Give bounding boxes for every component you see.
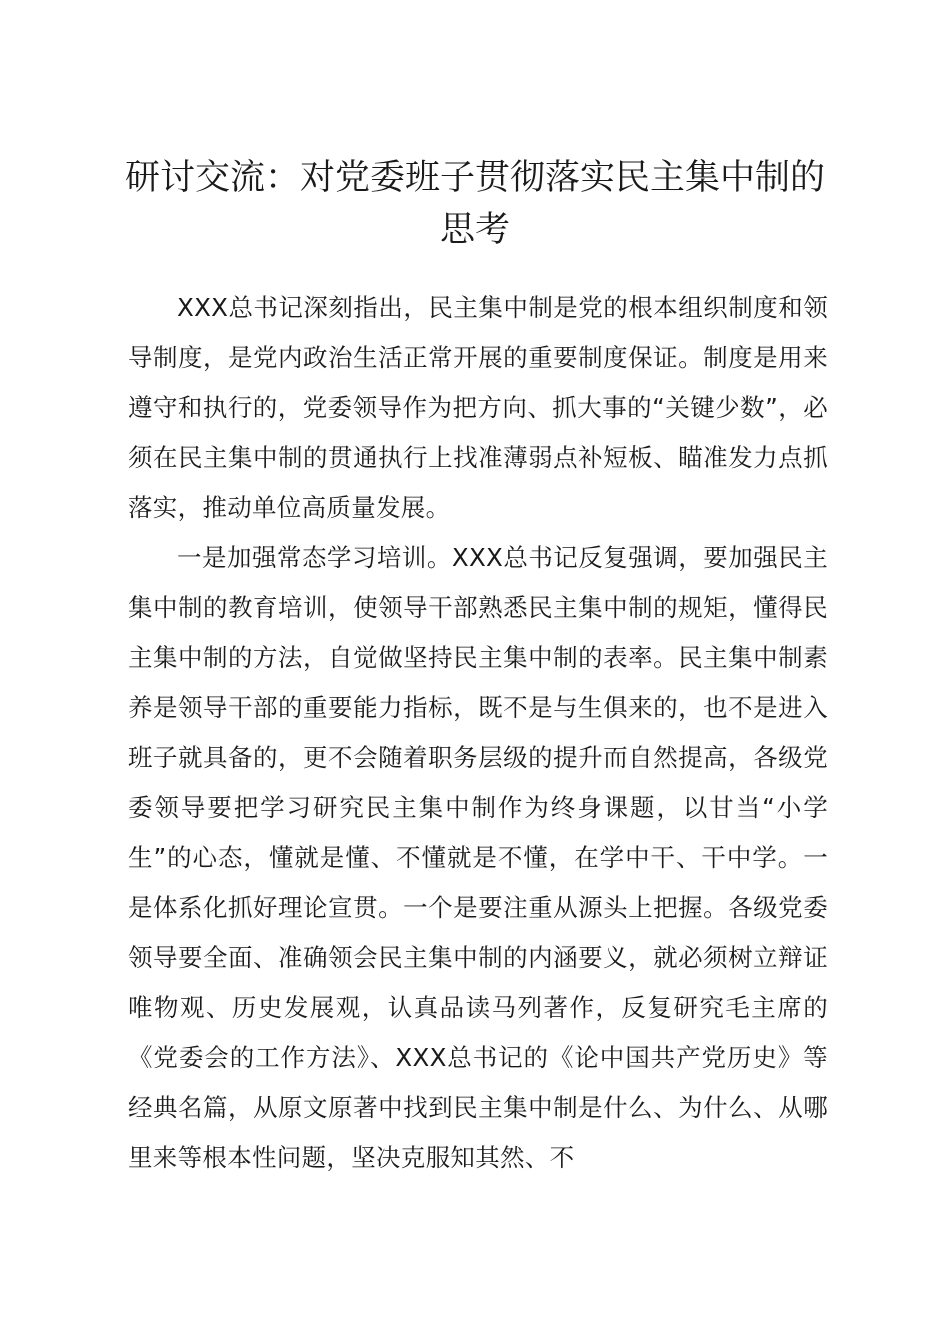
paragraph-intro: XXX总书记深刻指出，民主集中制是党的根本组织制度和领导制度，是党内政治生活正常开展的重要制度保证。制度是用来遵守和执行的，党委领导作为把方向、抓大事的“关键少数”，必须在民主集中制的贯通执行上找准薄弱点补短板、瞄准发力点抓落实，推动单位高质量发展。 [128,293,828,522]
paragraph-study-training: 一是加强常态学习培训。XXX总书记反复强调，要加强民主集中制的教育培训，使领导干部熟悉民主集中制的规矩，懂得民主集中制的方法，自觉做坚持民主集中制的表率。民主集中制素养是领导干部的重要能力指标，既不是与生俱来的，也不是进入班子就具备的，更不会随着职务层级的提升而自然提高，各级党委领导要把学习研究民主集中制作为终身课题，以甘当“小学生”的心态，懂就是懂、不懂就是不懂，在学中干、干中学。一是体系化抓好理论宣贯。一个是要注重从源头上把握。各级党委领导要全面、准确领会民主集中制的内涵要义，就必须树立辩证唯物观、历史发展观，认真品读马列著作，反复研究毛主席的《党委会的工作方法》、XXX总书记的《论中国共产党历史》等经典名篇，从原文原著中找到民主集中制是什么、为什么、从哪里来等根本性问题，坚决克服知其然、不 [128,543,828,1172]
document-body [128,283,828,1183]
document-title: 研讨交流：对党委班子贯彻落实民主集中制的思考 [124,158,825,250]
